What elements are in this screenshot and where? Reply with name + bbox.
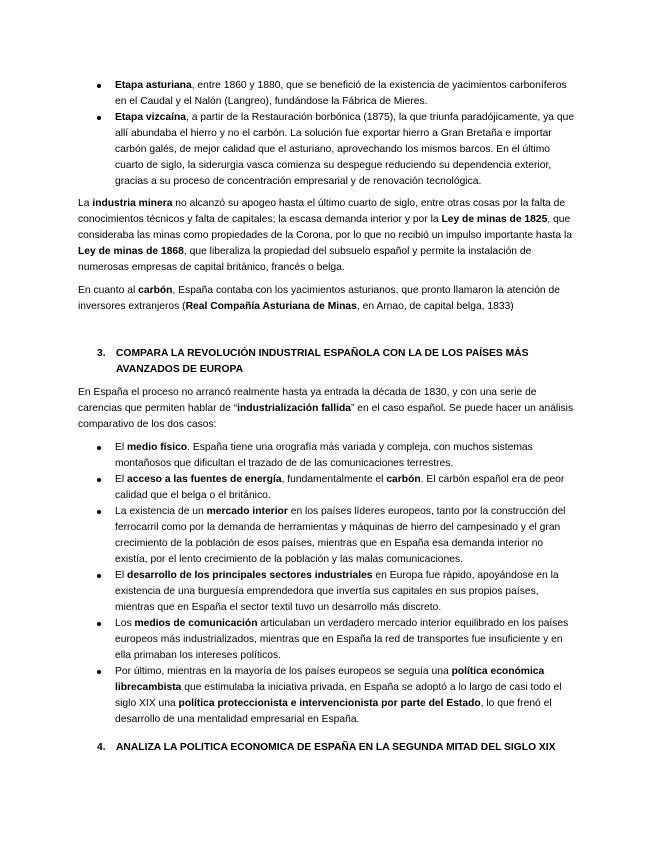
bold-run: medio físico [127,442,188,453]
bullet-text: , a partir de la Restauración borbónica (1875), la que triunfa paradójicamente, ya que allí abundaba el hierro y no el carbón. La solución fue exportar hierro a Gran Bretaña e importar carbón galés, de mejor calidad que el asturiano, aprovechando los mismos barcos. En el último cuarto de siglo, la siderurgia vasca comienza su despegue reduciendo su dependencia exterior, gracias a su proceso de concentración empresarial y de renovación tecnológica. [115,112,575,187]
text-run: El [115,442,128,453]
text-run: El [115,570,128,581]
text-run: ” en el caso español. Se puede hacer un análisis comparativo de los dos casos: [78,403,574,430]
text-run: En España el proceso no arrancó realmente hasta ya entrada la década de 1830, y con una serie de carencias que permiten hablar de “ [78,387,537,414]
text-run: articulaban un verdadero mercado interior equilibrado en los países europeos más industrializados, mientras que en España la red de transportes fue insuficiente y en ella primaban los intereses políticos. [115,618,569,661]
list-item [78,110,578,190]
list-item [78,616,578,664]
bold-run: industria minera [92,198,173,209]
text-run: El [115,474,128,485]
text-run: en Europa fue rápido, apoyándose en la existencia de una burguesía emprendedora que invertía sus capitales en sus propios países, mientras que en España el sector textil tuvo un desarrollo más discreto. [115,570,559,613]
bullet-text: , entre 1860 y 1880, que se benefició de la existencia de yacimientos carboníferos en el Caudal y el Nalón (Langreo), fundándose la Fábrica de Mieres. [115,80,567,107]
comparison-bullet-list [78,440,578,728]
list-item [78,568,578,616]
list-item [78,472,578,504]
bullet-bold-term: Etapa asturiana [115,80,192,91]
text-run: Por último, mientras en la mayoría de los países europeos se seguía una [115,666,452,677]
text-run: , lo que frenó el desarrollo de una mentalidad empresarial en España. [115,698,552,725]
section-title: ANALIZA LA POLITICA ECONOMICA DE ESPAÑA EN LA SEGUNDA MITAD DEL SIGLO XIX [116,742,556,753]
bold-run: Ley de minas de 1868 [78,246,184,257]
bold-run: política económica librecambista [115,666,545,693]
text-run: , en Arnao, de capital belga, 1833) [356,301,514,312]
list-item [78,440,578,472]
coal-paragraph [78,283,578,315]
text-run: Los [115,618,135,629]
bold-run: política proteccionista e intervencionista por parte del Estado [178,698,481,709]
text-run: . El carbón español era de peor calidad que el belga o el británico. [115,474,565,501]
text-run: , fundamentalmente el [281,474,387,485]
section-4-heading [78,740,578,756]
bold-run: medios de comunicación [134,618,258,629]
text-run: en los países líderes europeos, tanto por la construcción del ferrocarril como por la demanda de herramientas y máquinas de hierro del campesinado y el gran crecimiento de la población de esos países, mientras que en España esa demanda interior no existía, por el lento crecimiento de la población y las malas comunicaciones. [115,506,566,565]
list-item [78,664,578,728]
bold-run: acceso a las fuentes de energía [127,474,282,485]
text-run: , que liberaliza la propiedad del subsuelo español y permite la instalación de numerosas empresas de capital británico, francés o belga. [78,246,532,273]
section-3-heading [78,346,578,378]
bold-run: Real Compañía Asturiana de Minas [185,301,357,312]
bold-run: carbón [138,285,173,296]
text-run: . España tiene una orografía más variada y compleja, con muchos sistemas montañosos que dificultan el trazado de de las comunicaciones terrestres. [115,442,533,469]
bold-run: desarrollo de los principales sectores industriales [127,570,373,581]
list-item [78,504,578,568]
text-run: , España contaba con los yacimientos asturianos, que pronto llamaron la atención de inversores extranjeros ( [78,285,560,312]
bullet-bold-term: Etapa vizcaína [115,112,186,123]
text-run: que estimulaba la iniciativa privada, en España se adoptó a lo largo de casi todo el siglo XIX una [115,682,562,709]
text-run: no alcanzó su apogeo hasta el último cuarto de siglo, entre otras cosas por la falta de conocimientos técnicos y falta de capitales; la escasa demanda interior y por la [78,198,566,225]
bold-run: Ley de minas de 1825 [441,214,548,225]
section-number: 3. [97,348,106,359]
text-run: , que consideraba las minas como propiedades de la Corona, por lo que no recibió un impulso importante hasta la [78,214,572,241]
stages-bullet-list [78,78,578,190]
text-run: En cuanto al [78,285,139,296]
bold-run: mercado interior [206,506,288,517]
bold-run: industrialización fallida [237,403,351,414]
section-title: COMPARA LA REVOLUCIÓN INDUSTRIAL ESPAÑOLA CON LA DE LOS PAÍSES MÁS AVANZADOS DE EUROPA [116,348,529,375]
text-run: La [78,198,93,209]
section-number: 4. [97,742,106,753]
text-run: La existencia de un [115,506,207,517]
bold-run: carbón [386,474,421,485]
list-item [78,78,578,110]
mining-paragraph [78,196,578,276]
section-3-intro [78,385,578,433]
